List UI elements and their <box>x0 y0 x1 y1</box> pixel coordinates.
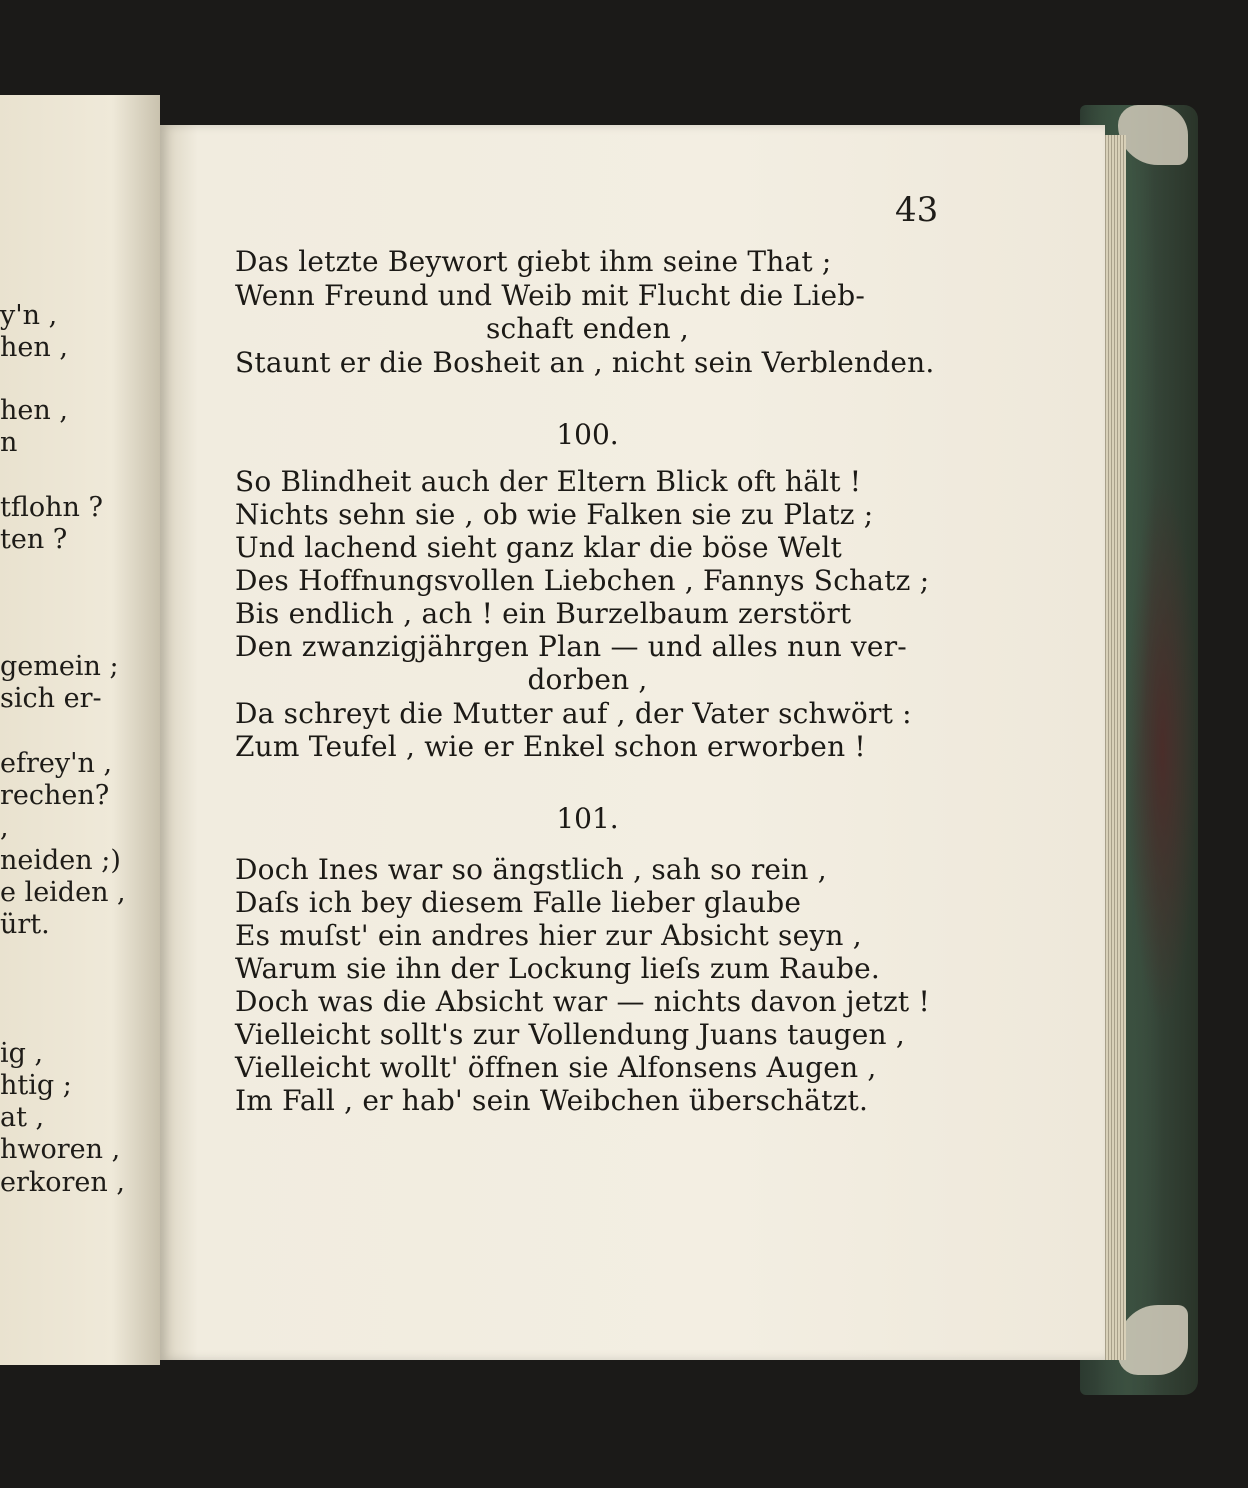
verse-line: Wenn Freund und Weib mit Flucht die Lieb- <box>235 279 866 312</box>
verse-line-continuation: schaft enden , <box>485 312 690 345</box>
left-line: ten ? <box>0 524 68 555</box>
left-line: tflohn ? <box>0 492 103 523</box>
left-line: e leiden , <box>0 877 126 908</box>
verse-line: Vielleicht wollt' öffnen sie Alfonsens Augen , <box>235 1051 877 1084</box>
left-line: sich er- <box>0 683 102 714</box>
left-line: efrey'n , <box>0 748 113 779</box>
left-line: ürt. <box>0 909 50 940</box>
verse-line: Doch was die Absicht war — nichts davon jetzt ! <box>235 985 930 1018</box>
page-number: 43 <box>895 190 939 230</box>
left-line: gemein ; <box>0 651 119 682</box>
left-line: at , <box>0 1102 45 1133</box>
verse-line: Es muſst' ein andres hier zur Absicht seyn , <box>235 919 862 952</box>
left-line: htig ; <box>0 1070 72 1101</box>
left-line: hen , <box>0 395 68 426</box>
verse-line: Doch Ines war so ängstlich , sah so rein , <box>235 853 827 886</box>
left-line: hworen , <box>0 1134 121 1165</box>
verse-line: Warum sie ihn der Lockung lieſs zum Raube. <box>235 952 880 985</box>
verse-line: Das letzte Beywort giebt ihm seine That ; <box>235 245 832 278</box>
verse-line: Staunt er die Bosheit an , nicht sein Verblenden. <box>235 346 935 379</box>
verse-line-continuation: dorben , <box>527 663 648 696</box>
verse-line: Den zwanzigjährgen Plan — und alles nun ver- <box>235 630 907 663</box>
left-line: y'n , <box>0 300 58 331</box>
stanza-number: 101. <box>556 802 619 835</box>
verse-line: Vielleicht sollt's zur Vollendung Juans taugen , <box>235 1018 905 1051</box>
left-line: n <box>0 427 18 458</box>
stanza-number: 100. <box>556 418 619 451</box>
left-line: neiden ;) <box>0 845 121 876</box>
verse-line: So Blindheit auch der Eltern Blick oft hält ! <box>235 465 862 498</box>
left-page <box>0 95 160 1365</box>
verse-line: Im Fall , er hab' sein Weibchen überschätzt. <box>235 1084 869 1117</box>
left-line: hen , <box>0 332 68 363</box>
verse-line: Und lachend sieht ganz klar die böse Welt <box>235 531 842 564</box>
left-line: rechen? <box>0 780 110 811</box>
verse-line: Daſs ich bey diesem Falle lieber glaube <box>235 886 802 919</box>
verse-line: Des Hoffnungsvollen Liebchen , Fannys Schatz ; <box>235 564 930 597</box>
left-line: ig , <box>0 1038 44 1069</box>
left-line: , <box>0 812 9 843</box>
verse-line: Zum Teufel , wie er Enkel schon erworben ! <box>235 730 866 763</box>
verse-line: Nichts sehn sie , ob wie Falken sie zu Platz ; <box>235 498 874 531</box>
verse-line: Bis endlich , ach ! ein Burzelbaum zerstört <box>235 597 852 630</box>
verse-line: Da schreyt die Mutter auf , der Vater schwört : <box>235 697 912 730</box>
left-line: erkoren , <box>0 1167 125 1198</box>
